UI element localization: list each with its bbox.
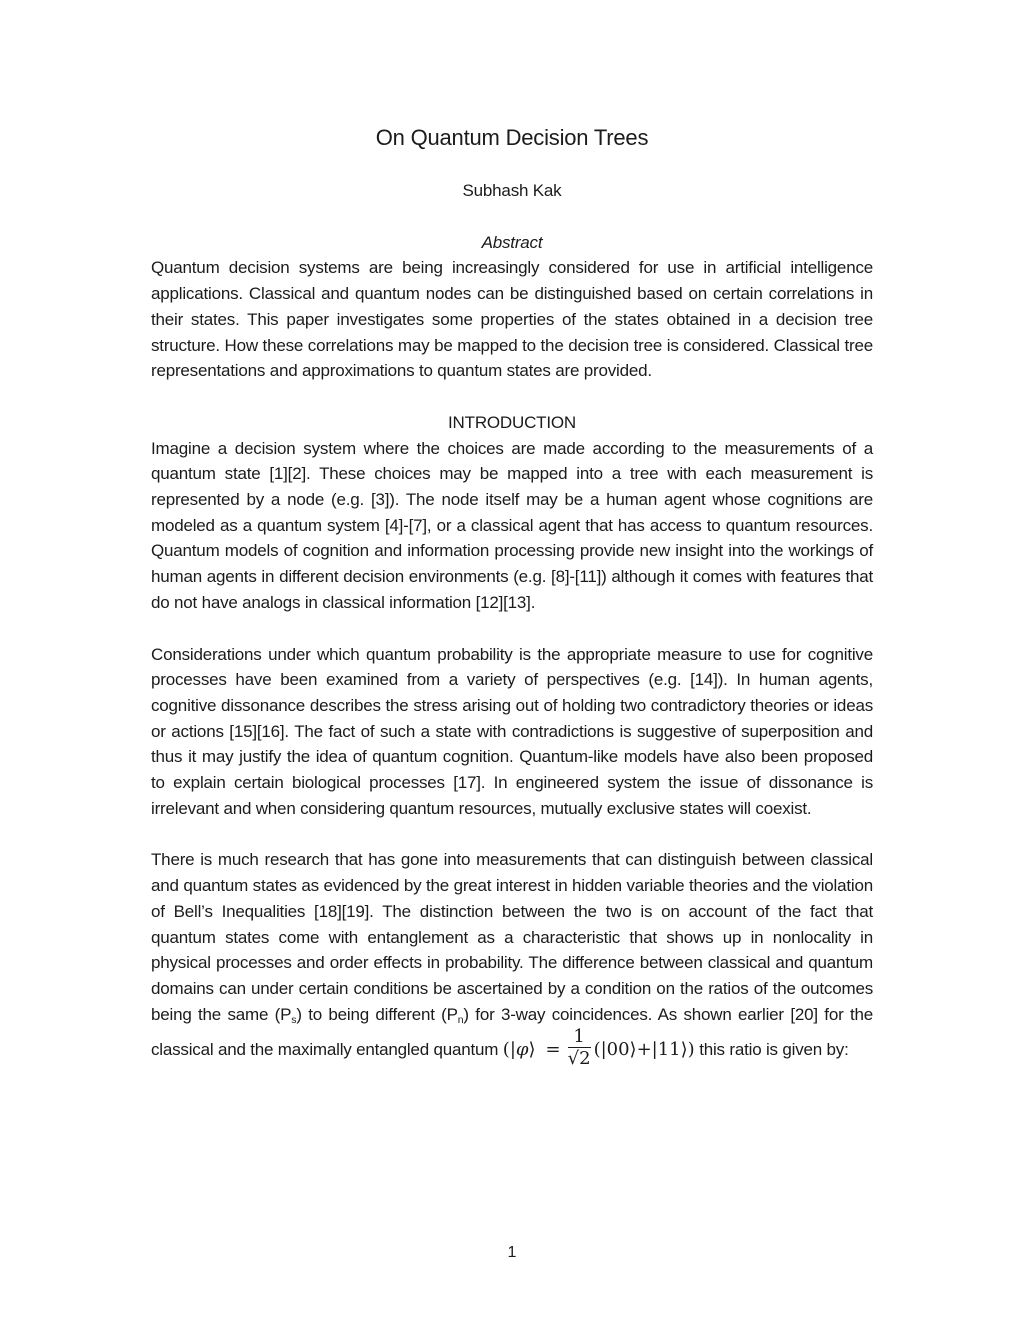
paragraph-text: ) to being different (P: [296, 1004, 458, 1024]
author-name: Subhash Kak: [462, 181, 562, 200]
paragraph-text: There is much research that has gone into measurements that can distinguish between classical and quantum states as evidenced by the great interest in hidden variable theories and the violation of Bell’s Inequalities [18][19]. The distinction between the two is on account of the fact that quantum states come with entanglement as a characteristic that shows up in nonlocality in physical processes and order effects in probability. The difference between classical and quantum domains can under certain conditions be ascertained by a condition on the ratios of the outcomes being the same (P: [151, 850, 873, 1024]
paper-title: On Quantum Decision Trees: [375, 125, 649, 150]
fraction-numerator: 1: [568, 1027, 591, 1048]
subscript-s: s: [291, 1013, 297, 1026]
equals-sign: =: [545, 1039, 561, 1061]
page-number: 1: [507, 1244, 517, 1261]
fraction: [568, 1027, 591, 1069]
open-paren: (: [502, 1039, 510, 1061]
radical-sign: √: [567, 1048, 580, 1070]
ket-rangle: ⟩: [528, 1039, 536, 1061]
intro-paragraph-3: [151, 847, 873, 1073]
intro-paragraph-2: Considerations under which quantum probability is the appropriate measure to use for cognitive processes have been examined from a variety of perspectives (e.g. [14]). In human agents, cognitive dissonance describes the stress arising out of holding two contradictory theories or ideas or actions [15][16]. The fact of such a state with contradictions is suggestive of superposition and thus it may justify the idea of quantum cognition. Quantum-like models have also been proposed to explain certain biological processes [17]. In engineered system the issue of dissonance is irrelevant and when considering quantum resources, mutually exclusive states will coexist.: [151, 644, 873, 818]
ket-bar: |: [509, 1039, 516, 1061]
paragraph-text: ) for 3-way coincidences. As shown earlier [20] for the classical and the maximally entangled quantum: [151, 1004, 873, 1060]
introduction-heading: INTRODUCTION: [448, 412, 576, 432]
abstract-heading: Abstract: [481, 232, 543, 252]
radicand: 2: [579, 1048, 591, 1070]
inline-equation: [502, 1026, 695, 1070]
fraction-denominator: [568, 1048, 591, 1069]
intro-paragraph-1: Imagine a decision system where the choices are made according to the measurements of a quantum state [1][2]. These choices may be mapped into a tree with each measurement is represented by a node (e.g. [3]). The node itself may be a human agent whose cognitions are modeled as a quantum system [4]-[7], or a classical agent that has access to quantum resources. Quantum models of cognition and information processing provide new insight into the workings of human agents in different decision environments (e.g. [8]-[11]) although it comes with features that do not have analogs in classical information [12][13].: [151, 438, 873, 612]
subscript-n: n: [457, 1013, 464, 1026]
phi-symbol: φ: [515, 1039, 529, 1061]
paragraph-text: this ratio is given by:: [694, 1040, 849, 1060]
kets-sum: (|00⟩+|11⟩): [593, 1039, 695, 1061]
abstract-paragraph: Quantum decision systems are being increasingly considered for use in artificial intelligence applications. Classical and quantum nodes can be distinguished based on certain correlations in their states. This paper investigates some properties of the states obtained in a decision tree structure. How these correlations may be mapped to the decision tree is considered. Classical tree representations and approximations to quantum states are provided.: [151, 258, 873, 381]
